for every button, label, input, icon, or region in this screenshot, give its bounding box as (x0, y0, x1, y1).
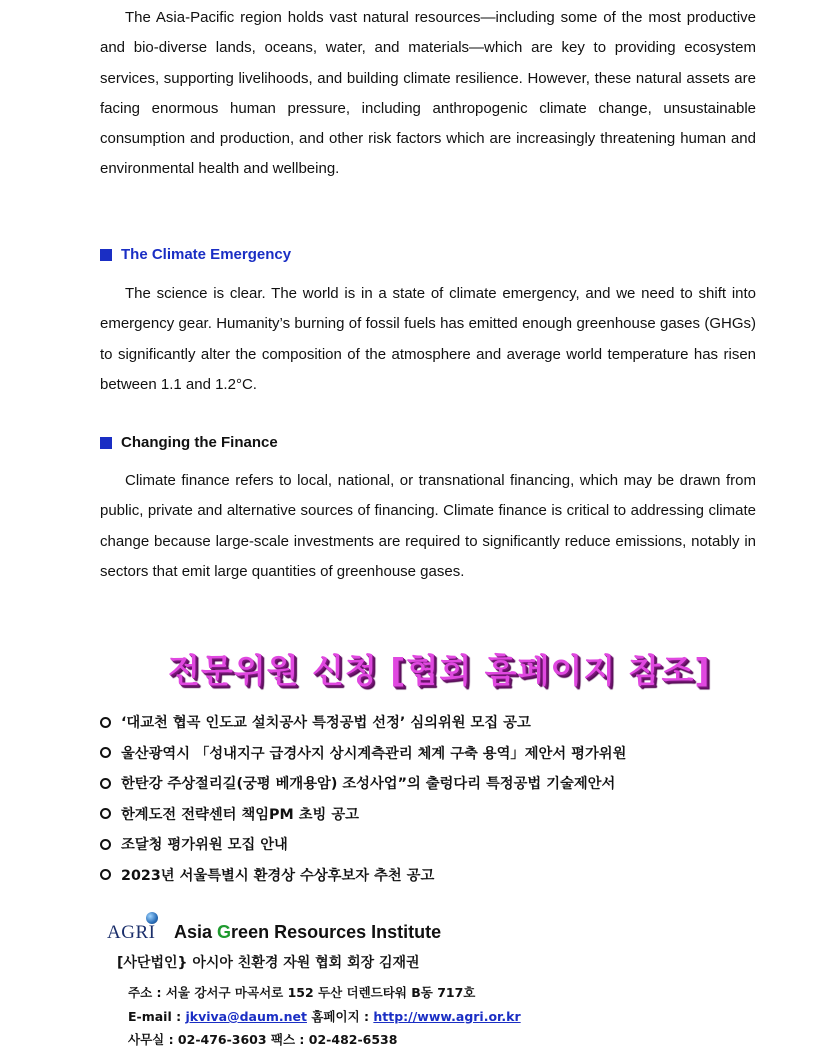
circle-bullet-icon (100, 717, 111, 728)
notice-list (100, 707, 626, 890)
climate-emergency-paragraph: The science is clear. The world is in a state of climate emergency, and we need to shift into emergency gear. Humanity’s burning of fossil fuels has emitted enough greenhouse gases (GHGs) to significantly alter the composition of the atmosphere and average world temperature has risen between 1.1 and 1.2°C. (100, 285, 756, 393)
agri-logo (107, 910, 167, 946)
contact-line: E-mail : jkviva@daum.net 홈페이지 : http://www.agri.or.kr (128, 1009, 521, 1024)
notice-item[interactable] (100, 707, 626, 738)
logo-text: AGRI (107, 922, 156, 943)
email-link[interactable]: jkviva@daum.net (185, 1009, 307, 1024)
intro-paragraph: The Asia-Pacific region holds vast natural resources—including some of the most productive and bio-diverse lands, oceans, water, and materials—which are key to providing ecosystem services, supporting livelihoods, and building climate resilience. However, these natural assets are facing enormous human pressure, including anthropogenic climate change, unsustainable consumption and production, and other risk factors which are increasingly threatening human and environmental health and wellbeing. (100, 9, 756, 178)
notice-item[interactable] (100, 738, 626, 769)
notice-text: 조달청 평가위원 모집 안내 (121, 837, 288, 854)
section-heading-changing-finance (100, 434, 278, 451)
section-heading-climate-emergency (100, 246, 291, 263)
organization-name: Asia Green Resources Institute (174, 922, 442, 942)
notice-item[interactable] (100, 799, 626, 830)
circle-bullet-icon (100, 869, 111, 880)
circle-bullet-icon (100, 778, 111, 789)
phone-line: 사무실 : 02-476-3603 팩스 : 02-482-6538 (128, 1032, 398, 1047)
square-bullet-icon (100, 249, 112, 261)
notice-item[interactable] (100, 768, 626, 799)
address-line: 주소 : 서울 강서구 마곡서로 152 두산 더렌드타워 B동 717호 (128, 985, 476, 1000)
homepage-link[interactable]: http://www.agri.or.kr (373, 1009, 521, 1024)
notice-text: 한계도전 전략센터 책임PM 초빙 공고 (121, 806, 359, 823)
circle-bullet-icon (100, 747, 111, 758)
notice-text: 울산광역시 「성내지구 급경사지 상시계측관리 체계 구축 용역」제안서 평가위원 (121, 745, 627, 762)
heading-text: The Climate Emergency (121, 246, 292, 263)
notice-item[interactable] (100, 829, 626, 860)
organization-subtitle: [사단법인} 아시아 친환경 자원 협회 회장 김재권 (117, 955, 420, 971)
notice-item[interactable] (100, 860, 626, 891)
square-bullet-icon (100, 437, 112, 449)
notice-text: 2023년 서울특별시 환경상 수상후보자 추천 공고 (121, 867, 435, 884)
notice-text: 한탄강 주상절리길(궁평 베개용암) 조성사업”의 출렁다리 특정공법 기술제안서 (121, 776, 616, 793)
heading-text: Changing the Finance (121, 434, 278, 451)
circle-bullet-icon (100, 839, 111, 850)
circle-bullet-icon (100, 808, 111, 819)
expert-application-banner[interactable]: 전문위원 신청 [협회 홈페이지 참조] (168, 651, 711, 690)
changing-finance-paragraph: Climate finance refers to local, national, or transnational financing, which may be drawn from public, private and alternative sources of financing. Climate finance is critical to addressing climate change because large-scale investments are required to significantly reduce emissions, notably in sectors that emit large quantities of greenhouse gases. (100, 472, 756, 580)
notice-text: ‘대교천 협곡 인도교 설치공사 특정공법 선정’ 심의위원 모집 공고 (121, 715, 531, 732)
